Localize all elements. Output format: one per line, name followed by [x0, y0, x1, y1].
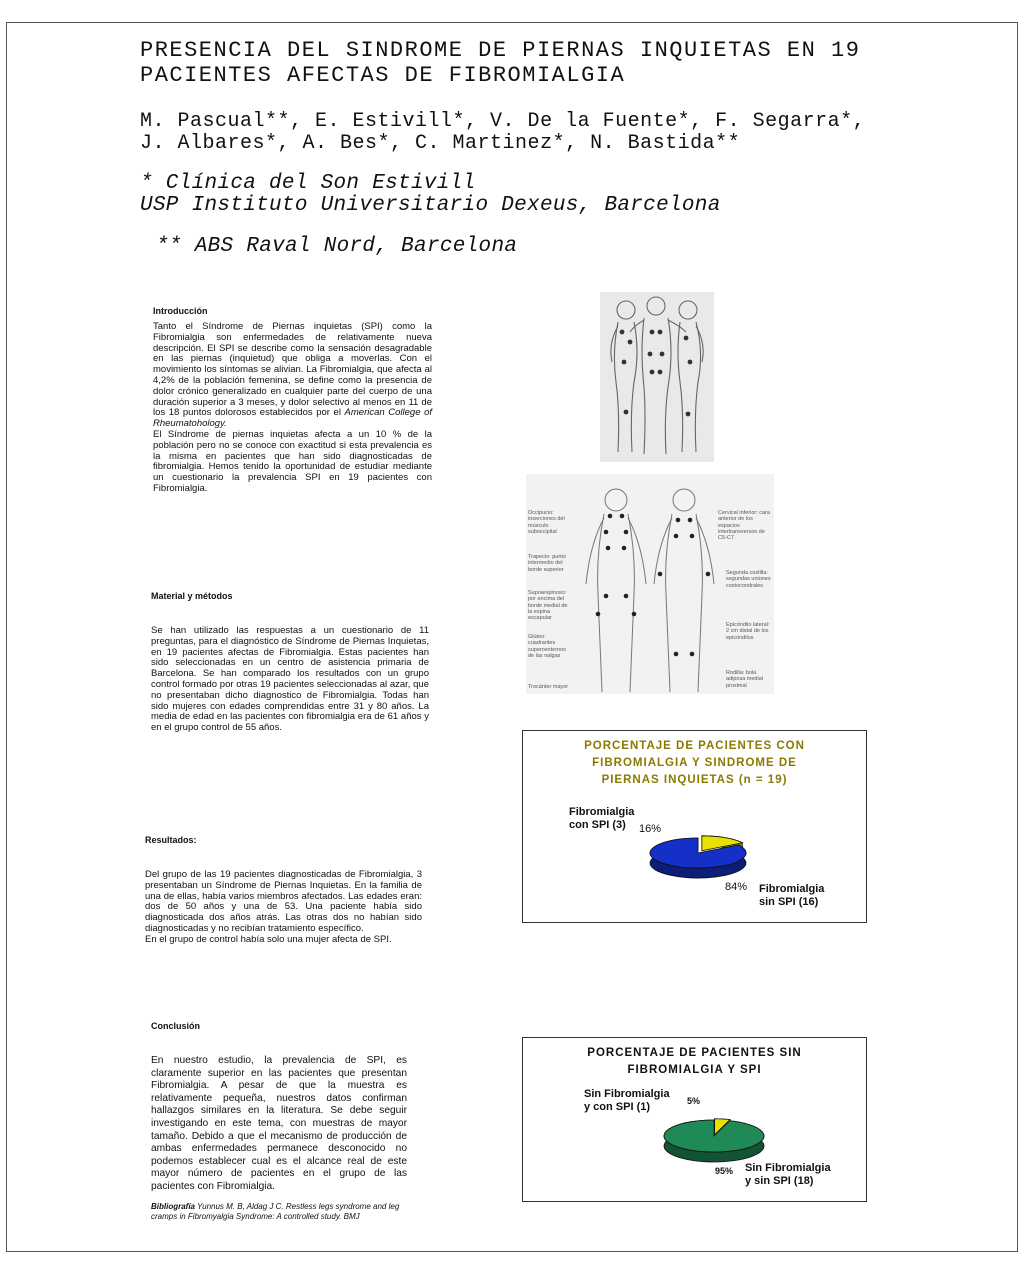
chart1-label-small-line1: Fibromialgia: [569, 806, 635, 818]
conclusion-text: En nuestro estudio, la prevalencia de SPI, es claramente superior en las pacientes que presentan Fibromialgia. A pesar de que la muestra es relativamente pequeña, nuestros datos confirman hallazgos similares en la literatura. Se debe seguir investigando en este tema, con muestras de mayor tamaño. Debido a que el mecanismo de producción de ambas enfermedades permanece desconocido no podemos establecer cual es el alcance real de este mayor número de pacientes en el grupo de las pacientes con Fibromialgia.: [151, 1055, 407, 1192]
affiliation1-line2: USP Instituto Universitario Dexeus, Barcelona: [140, 194, 721, 217]
chart1-title: [523, 738, 866, 789]
chart1-pct-small: 16%: [639, 823, 662, 835]
label-rodilla: Rodilla: bola adiposa medial proximal: [726, 670, 763, 689]
chart1-label-large-line1: Fibromialgia: [759, 883, 825, 895]
chart2-label-small: [584, 1088, 670, 1114]
intro-text-2: El Síndrome de piernas inquietas afecta a un 10 % de la población pero no se conoce con exactitud si esta prevalencia es la misma en pacientes que han sido diagnosticadas de fibromialgia. Hemos tenido la oportunidad de estudiar mediante un cuestionario la prevalencia SPI en 19 pacientes con Fibromialgia.: [153, 428, 432, 494]
intro-heading: Introducción: [153, 306, 208, 316]
chart2-pct-small: 5%: [687, 1096, 701, 1106]
bibliography-label: Bibliografía: [151, 1202, 196, 1211]
label-epicondilo: Epicóndilo lateral: 2 cm distal de los epicóndilos: [726, 622, 770, 641]
chart2-pct-large: 95%: [715, 1166, 734, 1176]
chart1-pct-large: 84%: [725, 881, 748, 893]
label-occipucio: Occipucio: inserciones del músculo suboccipital: [528, 510, 565, 535]
affiliation2: ** ABS Raval Nord, Barcelona: [156, 235, 518, 258]
chart2-label-large: [745, 1162, 831, 1188]
label-gluteo: Glúteo: cuadrantes superoexternos de las nalgas: [528, 634, 566, 659]
chart2-label-large-line2: y sin SPI (18): [745, 1175, 814, 1187]
intro-text-italic: American College of Rheumatohology.: [153, 407, 433, 430]
intro-text-1: Tanto el Síndrome de Piernas inquietas (SPI) como la Fibromialgia son enfermedades de relativamente nueva descripción. El SPI se describe como la sensación desagradable en las piernas (inquietud) que obliga a moverlas. Con el movimiento los síntomas se alivian. La Fibromialgia, que afecta al 4,2% de la población femenina, se define como la presencia de dolor crónico generalizado en cualquier parte del cuerpo de una duración superior a 3 meses, y dolor selectivo al menos en 11 de los 18 puntos dolorosos establecidos por el: [153, 321, 432, 419]
methods-text: Se han utilizado las respuestas a un cuestionario de 11 preguntas, para el diagnóstico de Síndrome de Piernas Inquietas, en 19 pacientes afectas de Fibromialgia. Estas pacientes han sido seleccionadas en un centro de asistencia primaria de Barcelona. Se han comparado los resultados con un grupo control formado por otras 19 pacientes seleccionadas al azar, que no presentaban dicho diagnostico de Fibromialgia. Todas han sido mujeres con edades comprendidas entre 31 y 80 años. La media de edad en las pacientes con fibromialgia era de 61 años y en el grupo control de 55 años.: [151, 625, 429, 734]
poster-title-line1: PRESENCIA DEL SINDROME DE PIERNAS INQUIETAS EN 19: [140, 38, 861, 63]
authors-line1: M. Pascual**, E. Estivill*, V. De la Fuente*, F. Segarra*,: [140, 110, 866, 133]
chart1-label-large-line2: sin SPI (16): [759, 896, 819, 908]
affiliation1-line1: * Clínica del Son Estivill: [140, 172, 476, 195]
chart-no-fibromyalgia-spi: [522, 1037, 867, 1202]
chart1-label-small: [569, 806, 634, 832]
chart2-label-small-line2: y con SPI (1): [584, 1101, 651, 1113]
label-trapecio: Trapecio: punto intermedio del borde superior: [528, 554, 567, 573]
bibliography-text: Yunnus M. B, Aldag J C. Restless legs syndrome and leg cramps in Fibromyalgia Syndrome: A controlled study. BMJ: [151, 1202, 400, 1221]
chart2-title: [523, 1045, 866, 1079]
bibliography: [151, 1202, 407, 1222]
methods-heading: Material y métodos: [151, 591, 233, 601]
results-text-2: En el grupo de control había solo una mujer afecta de SPI.: [145, 933, 392, 945]
pie-slice-1: [664, 1120, 764, 1152]
conclusion-heading: Conclusión: [151, 1021, 200, 1031]
chart1-label-large: [759, 883, 824, 909]
label-trocanter: Trocánter mayor: [528, 684, 569, 690]
authors-line2: J. Albares*, A. Bes*, C. Martinez*, N. Bastida**: [140, 132, 741, 155]
chart2-label-small-line1: Sin Fibromialgia: [584, 1088, 670, 1100]
chart2-title-line1: PORCENTAJE DE PACIENTES SIN: [587, 1047, 802, 1059]
chart2-label-large-line1: Sin Fibromialgia: [745, 1162, 831, 1174]
chart-fibromyalgia-spi: [522, 730, 867, 923]
results-heading: Resultados:: [145, 835, 197, 845]
chart1-title-line1: PORCENTAJE DE PACIENTES CON: [584, 740, 805, 752]
results-text-1: Del grupo de las 19 pacientes diagnosticadas de Fibromialgia, 3 presentaban un Síndrome de Piernas Inquietas. En la familia de una de ellas, había varios miembros afectados. Las edades eran: dos de 50 años y una de 53. Una paciente había sido diagnosticada dos años atrás. Las otras dos no habían sido diagnosticadas y no recibían tratamiento específico.: [145, 869, 422, 934]
chart1-label-small-line2: con SPI (3): [569, 819, 626, 831]
three-figures-drawing: [600, 292, 714, 462]
results-text: [145, 870, 422, 946]
three-figures-illustration: [600, 292, 714, 462]
label-supraespinoso: Supraespinoso: por encima del borde medial de la espina escapular: [528, 590, 568, 622]
chart2-title-line2: FIBROMIALGIA Y SPI: [627, 1064, 762, 1076]
chart1-title-line2: FIBROMIALGIA Y SINDROME DE: [592, 757, 797, 769]
intro-text: [153, 322, 432, 495]
chart1-title-line3: PIERNAS INQUIETAS (n = 19): [601, 774, 788, 786]
label-cervical: Cervical inferior: cara anterior de los espacios intertransversos de C5-C7: [718, 510, 770, 542]
authors: [140, 111, 900, 155]
poster-title-line2: PACIENTES AFECTAS DE FIBROMIALGIA: [140, 63, 626, 88]
label-costilla: Segunda costilla: segundas uniones costocondrales: [726, 570, 771, 589]
tender-points-diagram: [526, 474, 774, 694]
